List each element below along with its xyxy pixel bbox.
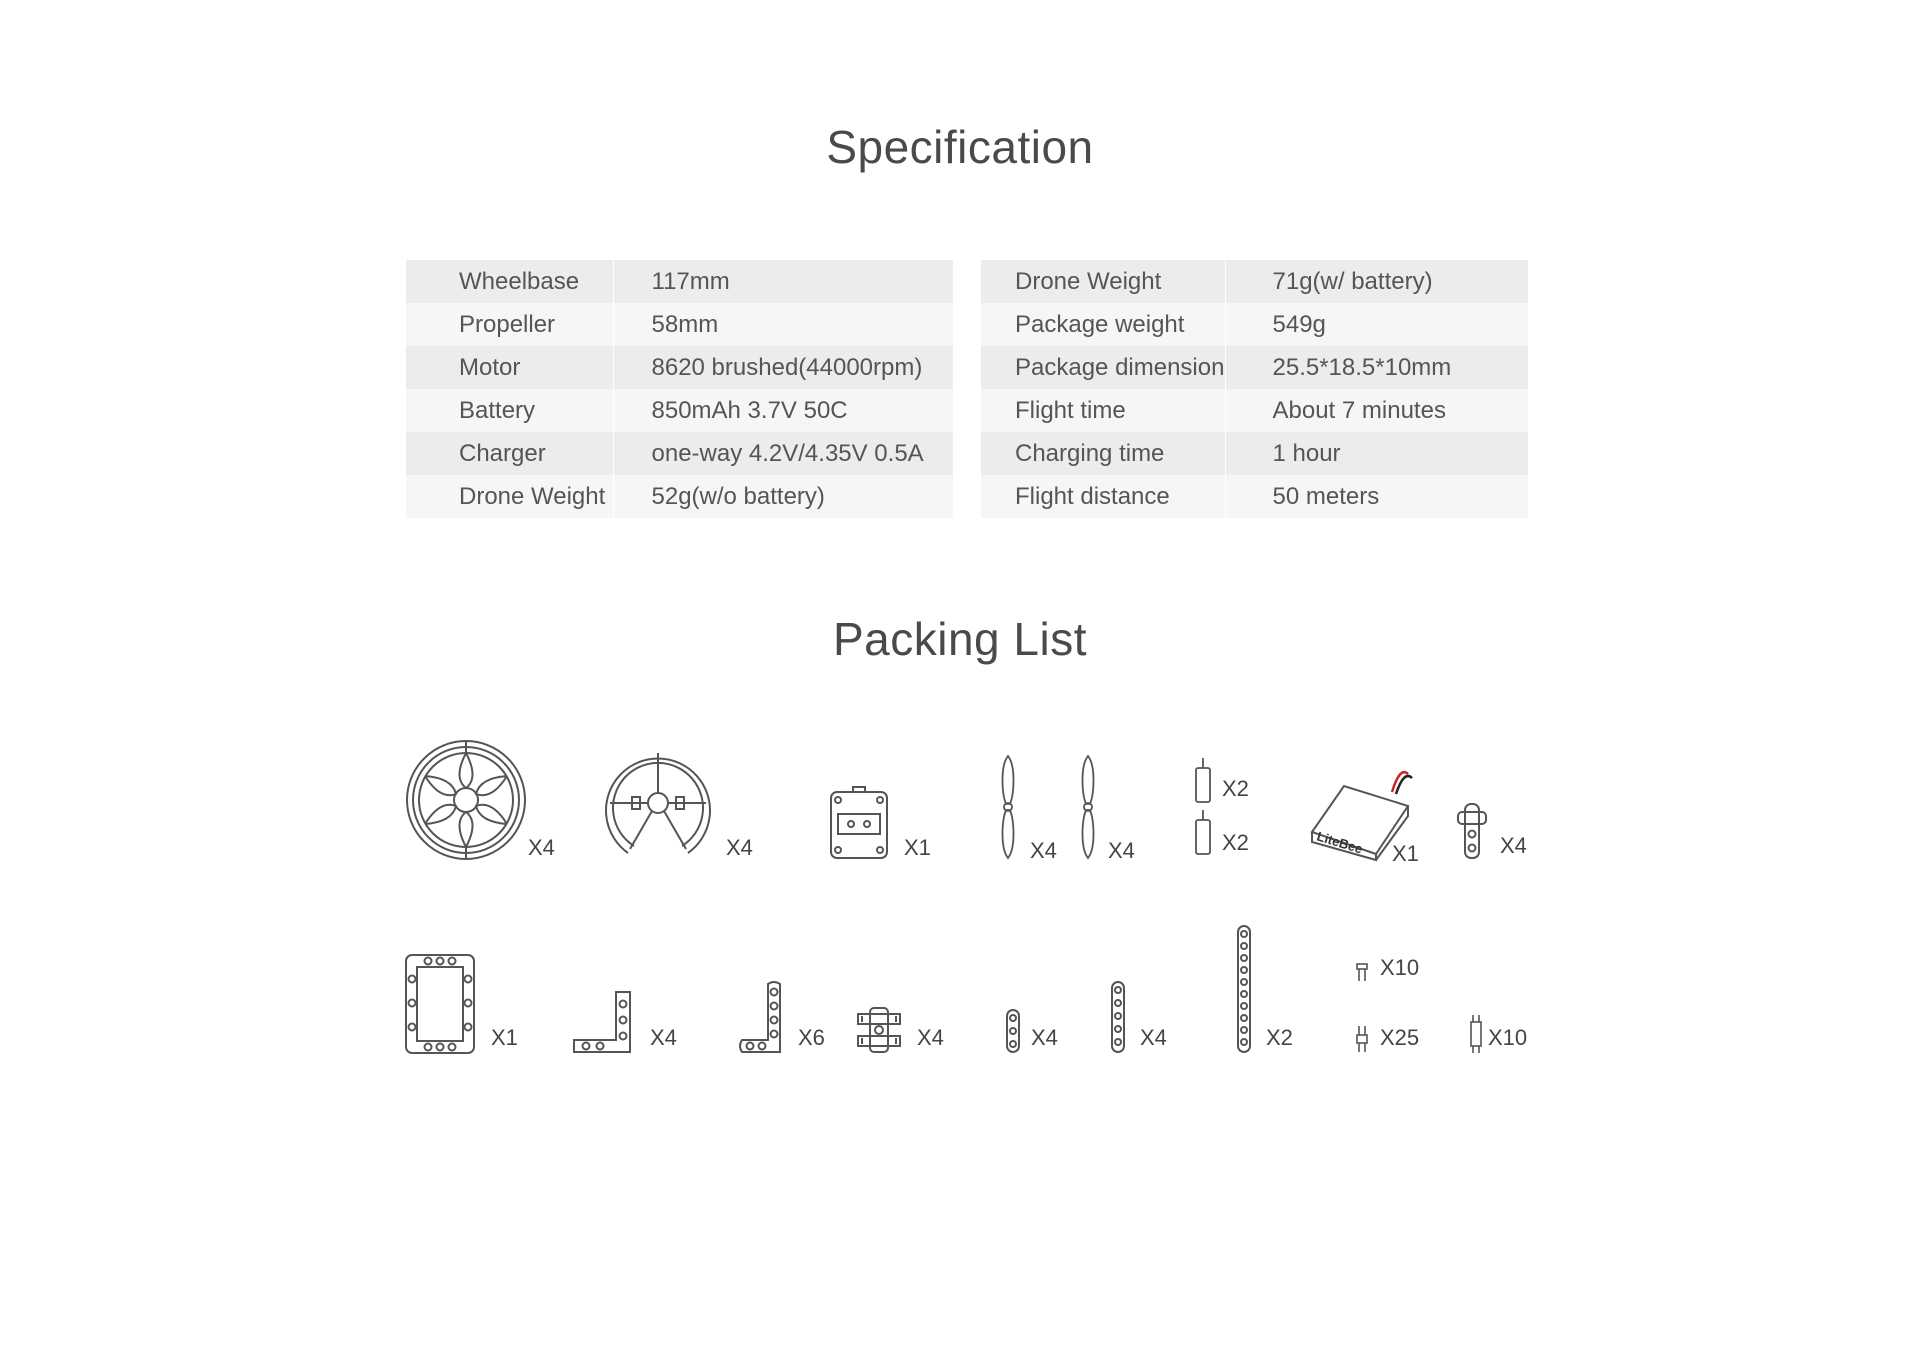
l-beam-icon: [572, 990, 634, 1054]
propeller-guard-full-icon: [404, 738, 528, 862]
spec-row: [406, 389, 953, 432]
quantity-label: X1: [1392, 841, 1419, 866]
motor-mount-icon: [1456, 802, 1488, 860]
specification-title: Specification: [826, 121, 1094, 173]
spec-row: [406, 303, 953, 346]
pin-icon: [1356, 962, 1368, 982]
spec-row: [981, 432, 1528, 475]
quantity-label: X4: [726, 835, 753, 860]
spec-value: 25.5*18.5*10mm: [1225, 346, 1528, 389]
quantity-label: X2: [1222, 776, 1249, 801]
quantity-label: X1: [904, 835, 931, 860]
spec-row: [981, 303, 1528, 346]
spec-label: Motor: [406, 346, 613, 389]
motor-icon: [1194, 810, 1212, 856]
spec-value: 8620 brushed(44000rpm): [613, 346, 953, 389]
spec-label: Package dimension: [981, 346, 1225, 389]
quantity-label: X4: [1030, 838, 1057, 863]
spec-row: [406, 432, 953, 475]
spec-row: [981, 346, 1528, 389]
spec-label: Flight distance: [981, 475, 1225, 518]
quantity-label: X4: [917, 1025, 944, 1050]
propeller-b-icon: [1078, 754, 1098, 860]
spec-label: Charging time: [981, 432, 1225, 475]
spec-row: [981, 260, 1528, 303]
spec-label: Package weight: [981, 303, 1225, 346]
medium-beam-icon: [1110, 980, 1126, 1054]
quantity-label: X4: [1031, 1025, 1058, 1050]
spec-row: [981, 389, 1528, 432]
motor-icon: [1194, 758, 1212, 804]
quantity-label: X25: [1380, 1025, 1420, 1050]
quantity-label: X10: [1380, 955, 1420, 980]
spec-row: [981, 475, 1528, 518]
propeller-guard-half-icon: [598, 745, 718, 863]
spec-label: Propeller: [406, 303, 613, 346]
double-pin-icon: [1356, 1025, 1368, 1053]
spec-label: Battery: [406, 389, 613, 432]
battery-brand-text: LiteBee: [1315, 828, 1365, 857]
spec-value: one-way 4.2V/4.35V 0.5A: [613, 432, 953, 475]
spec-value: 71g(w/ battery): [1225, 260, 1528, 303]
spec-row: [406, 475, 953, 518]
quantity-label: X4: [1108, 838, 1135, 863]
frame-plate-icon: [404, 953, 476, 1055]
spec-row: [406, 346, 953, 389]
quantity-label: X4: [650, 1025, 677, 1050]
spec-label: Wheelbase: [406, 260, 613, 303]
quantity-label: X4: [1500, 833, 1527, 858]
cross-connector-icon: [856, 1006, 902, 1054]
quantity-label: X4: [528, 835, 555, 860]
spec-row: [406, 260, 953, 303]
packing-list-title: Packing List: [832, 613, 1087, 665]
long-beam-icon: [1236, 924, 1252, 1054]
quantity-label: X6: [798, 1025, 825, 1050]
spec-value: About 7 minutes: [1225, 389, 1528, 432]
spec-value: 1 hour: [1225, 432, 1528, 475]
spec-value: 549g: [1225, 303, 1528, 346]
spec-value: 58mm: [613, 303, 953, 346]
spec-table-right: [981, 260, 1528, 518]
spec-label: Flight time: [981, 389, 1225, 432]
quantity-label: X4: [1140, 1025, 1167, 1050]
spec-table-left: [406, 260, 953, 518]
spec-label: Drone Weight: [981, 260, 1225, 303]
quantity-label: X2: [1222, 830, 1249, 855]
long-pin-icon: [1470, 1014, 1482, 1054]
l-beam-long-icon: [738, 980, 784, 1054]
quantity-label: X1: [491, 1025, 518, 1050]
quantity-label: X10: [1488, 1025, 1528, 1050]
spec-value: 52g(w/o battery): [613, 475, 953, 518]
quantity-label: X2: [1266, 1025, 1293, 1050]
spec-label: Drone Weight: [406, 475, 613, 518]
spec-value: 50 meters: [1225, 475, 1528, 518]
short-beam-icon: [1005, 1008, 1021, 1054]
flight-controller-icon: [828, 786, 890, 862]
propeller-a-icon: [998, 754, 1018, 860]
spec-value: 850mAh 3.7V 50C: [613, 389, 953, 432]
spec-value: 117mm: [613, 260, 953, 303]
spec-label: Charger: [406, 432, 613, 475]
